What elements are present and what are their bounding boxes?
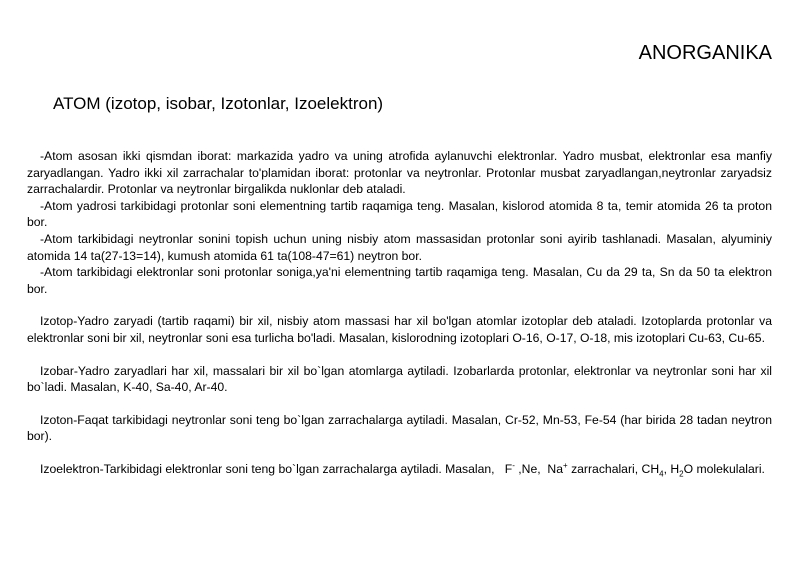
water-o: O xyxy=(683,461,694,476)
paragraph-izotop: Izotop-Yadro zaryadi (tartib raqami) bir xil, nisbiy atom massasi har xil bo'lgan atomlar izotoplar deb ataladi. Izotoplarda protonlar va elektronlar soni bir xil, neytronlar soni esa turlicha bo'ladi. Masalan, kislorodning izotoplari O-16, O-17, O-18, mis izotoplari Cu-63, Cu-65. xyxy=(27,314,772,345)
water-h: H xyxy=(670,461,680,476)
paragraph-izoton: Izoton-Faqat tarkibidagi neytronlar soni teng bo`lgan zarrachalarga aytiladi. Masalan, Cr-52, Mn-53, Fe-54 (har birida 28 tadan neytron bor). xyxy=(27,412,772,444)
sodium-charge: + xyxy=(563,460,568,470)
neon-symbol: ,Ne, xyxy=(518,461,541,476)
paragraph-neutrons: -Atom tarkibidagi neytronlar sonini topish uchun uning nisbiy atom massasidan protonlar soni ayirib tashlanadi. Masalan, alyuminiy atomida 14 ta(27-13=14), kumush atomida 61 ta(108-47=61) neytron bor. xyxy=(27,231,772,263)
page-title: ANORGANIKA xyxy=(638,42,772,64)
paragraph-izoelektron: Izoelektron-Tarkibidagi elektronlar soni teng bo`lgan zarrachalarga aytiladi. Masalan, F- ,Ne, Na+ zarrachalari, $CH_4$, $H_2O$ molekulalari. xyxy=(40,460,765,479)
section-subtitle: ATOM (izotop, isobar, Izotonlar, Izoelektron) xyxy=(53,94,384,113)
paragraph-izobar: Izobar-Yadro zaryadlari har xil, massalari bir xil bo`lgan atomlarga aytiladi. Izobarlarda protonlar, elektronlar va neytronlar soni har xil bo`ladi. Masalan, K-40, Sa-40, Ar-40. xyxy=(27,363,772,395)
paragraph-electrons: -Atom tarkibidagi elektronlar soni protonlar soniga,ya'ni elementning tartib raqamiga teng. Masalan, Cu da 29 ta, Sn da 50 ta elektron bor. xyxy=(27,265,772,296)
water-subscript: 2 xyxy=(679,469,684,479)
methane-formula: CH xyxy=(641,461,660,476)
methane-subscript: 4 xyxy=(659,469,664,479)
paragraph-atom-structure: -Atom asosan ikki qismdan iborat: markazida yadro va uning atrofida aylanuvchi elektronlar. Yadro musbat, elektronlar esa manfiy zaryadlangan. Yadro ikki xil zarrachalar to'plamidan iborat: protonlar va neytronlar. Protonlar musbat zaryadlangan,neytronlar zaryadsiz zarrachalardir. Protonlar va neytronlar birgalikda nuklonlar deb ataladi. xyxy=(27,149,772,197)
fluoride-charge: - xyxy=(512,460,515,470)
fluoride-symbol: F xyxy=(504,461,513,476)
izoelektron-text: Izoelektron-Tarkibidagi elektronlar soni teng bo`lgan zarrachalarga aytiladi. Masalan, xyxy=(40,461,495,476)
document-body xyxy=(27,148,772,478)
paragraph-protons: -Atom yadrosi tarkibidagi protonlar soni elementning tartib raqamiga teng. Masalan, kislorod atomida 8 ta, temir atomida 26 ta proton bor. xyxy=(27,198,772,230)
sodium-symbol: Na xyxy=(547,461,563,476)
particles-word: zarrachalari, xyxy=(571,461,639,476)
molecules-word: molekulalari. xyxy=(696,461,765,476)
